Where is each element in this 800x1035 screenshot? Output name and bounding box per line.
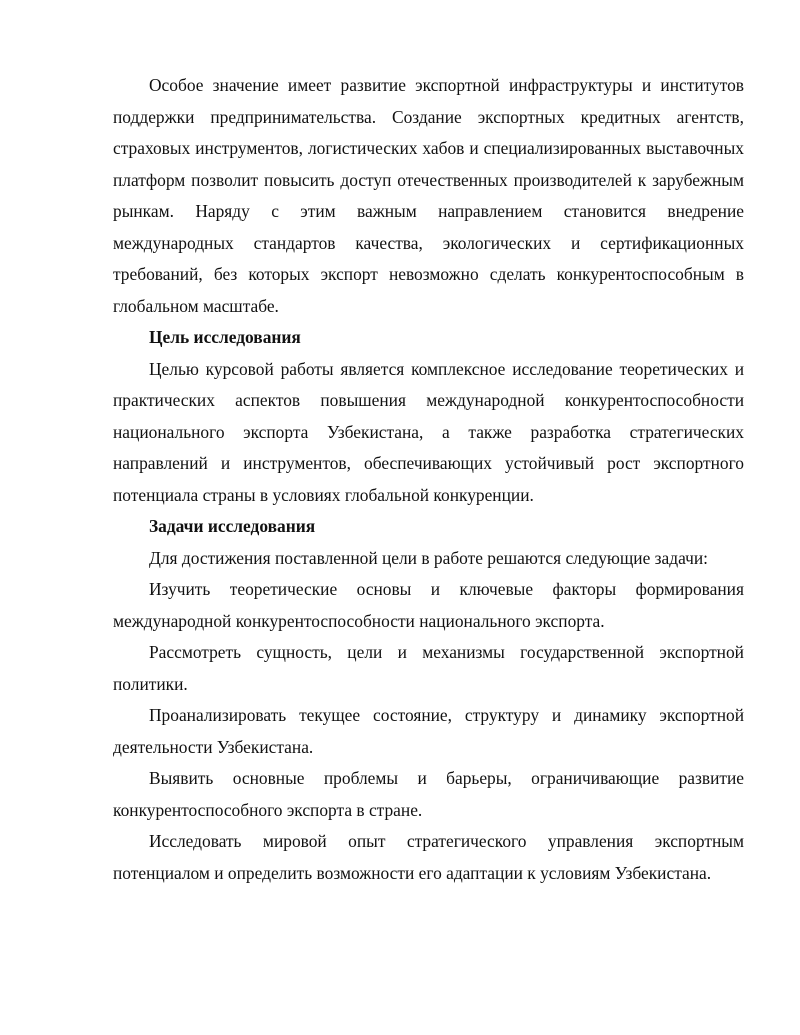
task-item: Выявить основные проблемы и барьеры, ограничивающие развитие конкурентоспособного экспорта в стране. [113, 768, 744, 820]
tasks-intro: Для достижения поставленной цели в работе решаются следующие задачи: [149, 547, 708, 568]
task-item: Рассмотреть сущность, цели и механизмы государственной экспортной политики. [113, 642, 744, 694]
task-item: Исследовать мировой опыт стратегического управления экспортным потенциалом и определить возможности его адаптации к условиям Узбекистана. [113, 831, 744, 883]
goal-heading: Цель исследования [149, 327, 301, 347]
goal-paragraph: Целью курсовой работы является комплексное исследование теоретических и практических аспектов повышения международной конкурентоспособности национального экспорта Узбекистана, а также разработка стратегических направлений и инструментов, обеспечивающих устойчивый рост экспортного потенциала страны в условиях глобальной конкуренции. [113, 358, 744, 505]
intro-paragraph: Особое значение имеет развитие экспортной инфраструктуры и институтов поддержки предпринимательства. Создание экспортных кредитных агентств, страховых инструментов, логистических хабов и специализированных выставочных платформ позволит повысить доступ отечественных производителей к зарубежным рынкам. Наряду с этим важным направлением становится внедрение международных стандартов качества, экологических и сертификационных требований, без которых экспорт невозможно сделать конкурентоспособным в глобальном масштабе. [113, 75, 744, 316]
document-body [113, 70, 744, 889]
tasks-heading: Задачи исследования [149, 516, 316, 536]
task-item: Изучить теоретические основы и ключевые факторы формирования международной конкурентоспособности национального экспорта. [113, 579, 744, 631]
task-item: Проанализировать текущее состояние, структуру и динамику экспортной деятельности Узбекистана. [113, 705, 744, 757]
